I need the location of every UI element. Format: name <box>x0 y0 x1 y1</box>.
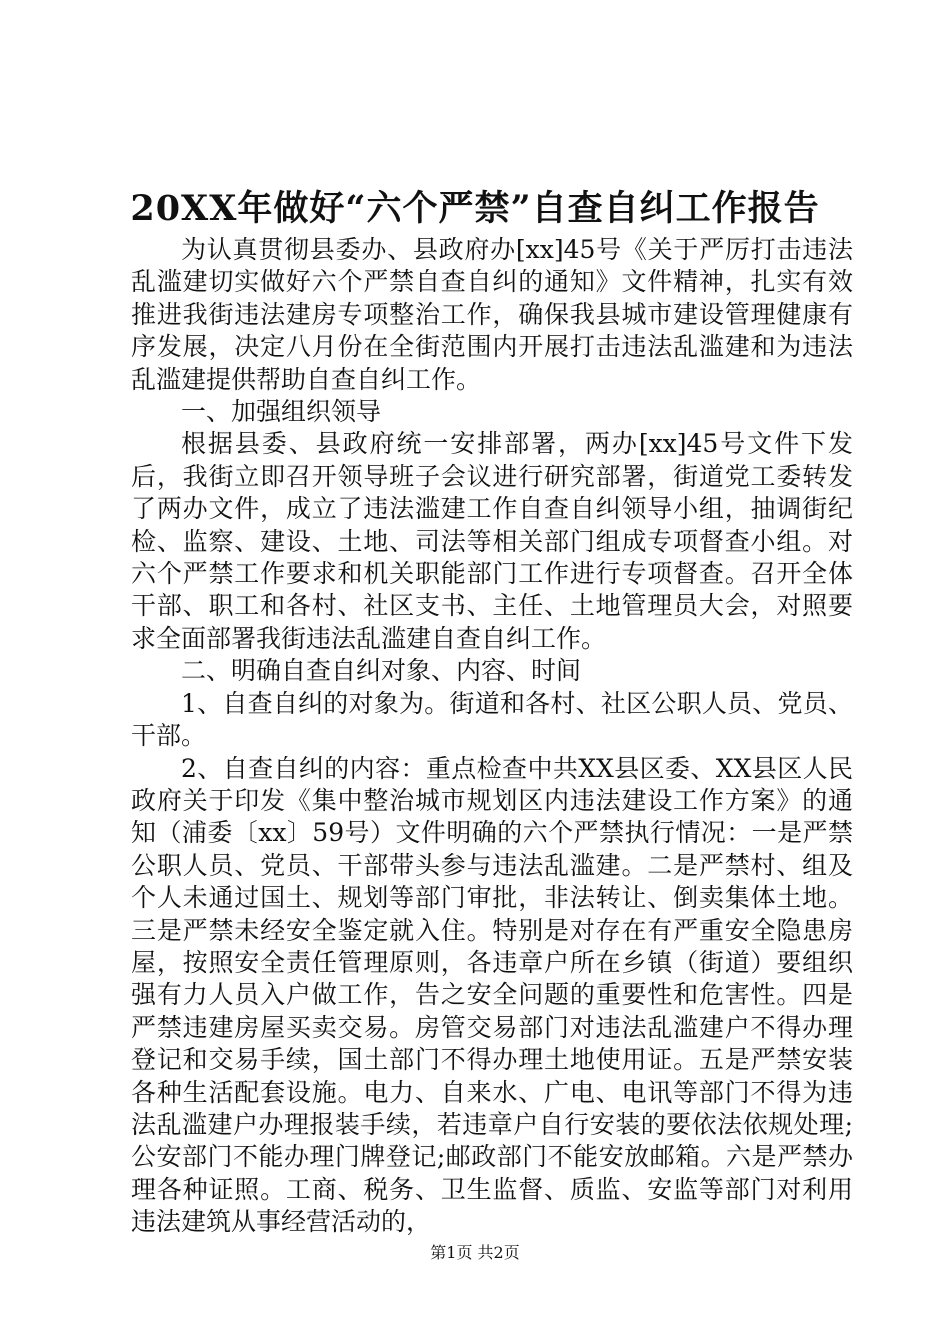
paragraph-intro: 为认真贯彻县委办、县政府办[xx]45号《关于严厉打击违法乱滥建切实做好六个严禁自查自纠的通知》文件精神，扎实有效推进我街违法建房专项整治工作，确保我县城市建设管理健康有序发展，决定八月份在全街范围内开展打击违法乱滥建和为违法乱滥建提供帮助自查自纠工作。 <box>131 235 853 394</box>
paragraph-objects: 1、自查自纠的对象为。街道和各村、社区公职人员、党员、干部。 <box>131 688 853 751</box>
section-heading-2: 二、明确自查自纠对象、内容、时间 <box>181 656 582 686</box>
document-title: 20XX年做好“六个严禁”自查自纠工作报告 <box>130 188 820 229</box>
page-footer: 第1页 共2页 <box>430 1243 520 1262</box>
section-heading-1: 一、加强组织领导 <box>181 397 382 427</box>
paragraph-contents: 2、自查自纠的内容：重点检查中共XX县区委、XX县区人民政府关于印发《集中整治城市规划区内违法建设工作方案》的通知（浦委〔xx〕59号）文件明确的六个严禁执行情况：一是严禁公职人员、党员、干部带头参与违法乱滥建。二是严禁村、组及个人未通过国土、规划等部门审批，非法转让、倒卖集体土地。三是严禁未经安全鉴定就入住。特别是对存在有严重安全隐患房屋，按照安全责任管理原则，各违章户所在乡镇（街道）要组织强有力人员入户做工作，告之安全问题的重要性和危害性。四是严禁违建房屋买卖交易。房管交易部门对违法乱滥建户不得办理登记和交易手续，国土部门不得办理土地使用证。五是严禁安装各种生活配套设施。电力、自来水、广电、电讯等部门不得为违法乱滥建户办理报装手续，若违章户自行安装的要依法依规处理;公安部门不能办理门牌登记;邮政部门不能安放邮箱。六是严禁办理各种证照。工商、税务、卫生监督、质监、安监等部门对利用违法建筑从事经营活动的， <box>131 753 853 1237</box>
paragraph-organization: 根据县委、县政府统一安排部署，两办[xx]45号文件下发后，我街立即召开领导班子会议进行研究部署，街道党工委转发了两办文件，成立了违法滥建工作自查自纠领导小组，抽调街纪检、监察、建设、土地、司法等相关部门组成专项督查小组。对六个严禁工作要求和机关职能部门工作进行专项督查。召开全体干部、职工和各村、社区支书、主任、土地管理员大会，对照要求全面部署我街违法乱滥建自查自纠工作。 <box>131 429 853 653</box>
document-body <box>131 234 853 1239</box>
